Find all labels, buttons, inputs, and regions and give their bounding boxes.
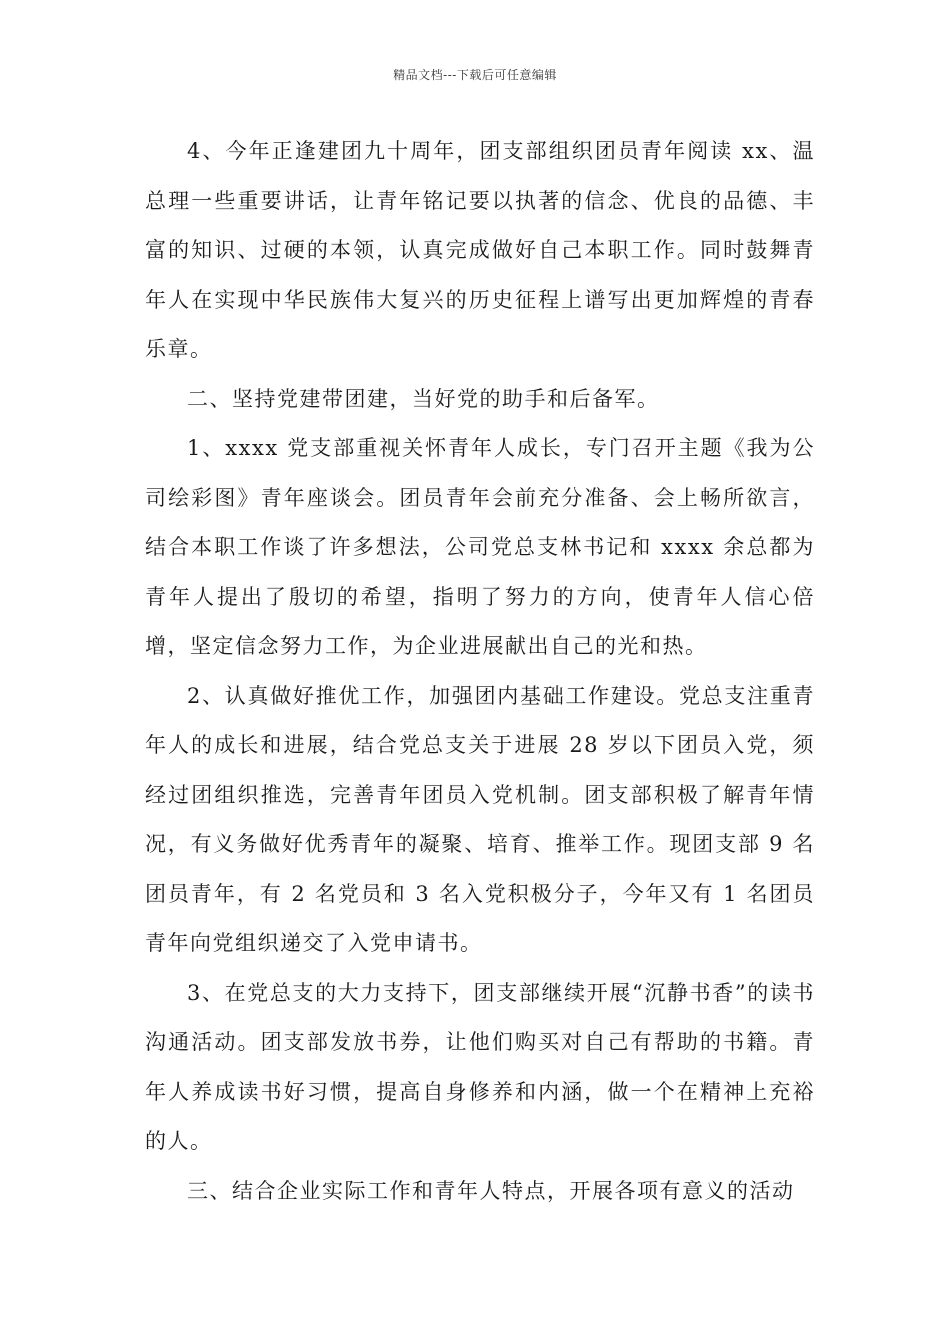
document-body [145, 127, 815, 1216]
paragraph-item-3-reading-activity: 3、在党总支的大力支持下，团支部继续开展“沉静书香”的读书沟通活动。团支部发放书券，让他们购买对自己有帮助的书籍。青年人养成读书好习惯，提高自身修养和内涵，做一个在精神上充裕的人。 [145, 980, 815, 1153]
paragraph-item-2-recommendation: 2、认真做好推优工作，加强团内基础工作建设。党总支注重青年人的成长和进展，结合党总支关于进展 28 岁以下团员入党，须经过团组织推选，完善青年团员入党机制。团支部积极了解青年情况，有义务做好优秀青年的凝聚、培育、推举工作。现团支部 9 名团员青年，有 2 名党员和 3 名入党积极分子，今年又有 1 名团员青年向党组织递交了入党申请书。 [145, 683, 815, 955]
section-heading-three: 三、结合企业实际工作和青年人特点，开展各项有意义的活动 [187, 1178, 795, 1203]
page-header: 精品文档---下载后可任意编辑 [393, 68, 557, 82]
paragraph-item-1-forum: 1、xxxx 党支部重视关怀青年人成长，专门召开主题《我为公司绘彩图》青年座谈会。团员青年会前充分准备、会上畅所欲言，结合本职工作谈了许多想法，公司党总支林书记和 xxxx 余总都为青年人提出了殷切的希望，指明了努力的方向，使青年人信心倍增，坚定信念努力工作，为企业进展献出自己的光和热。 [145, 436, 815, 658]
paragraph-item-4-reading: 4、今年正逢建团九十周年，团支部组织团员青年阅读 xx、温总理一些重要讲话，让青年铭记要以执著的信念、优良的品德、丰富的知识、过硬的本领，认真完成做好自己本职工作。同时鼓舞青年人在实现中华民族伟大复兴的历史征程上谱写出更加辉煌的青春乐章。 [145, 139, 815, 361]
section-heading-two: 二、坚持党建带团建，当好党的助手和后备军。 [187, 386, 660, 411]
